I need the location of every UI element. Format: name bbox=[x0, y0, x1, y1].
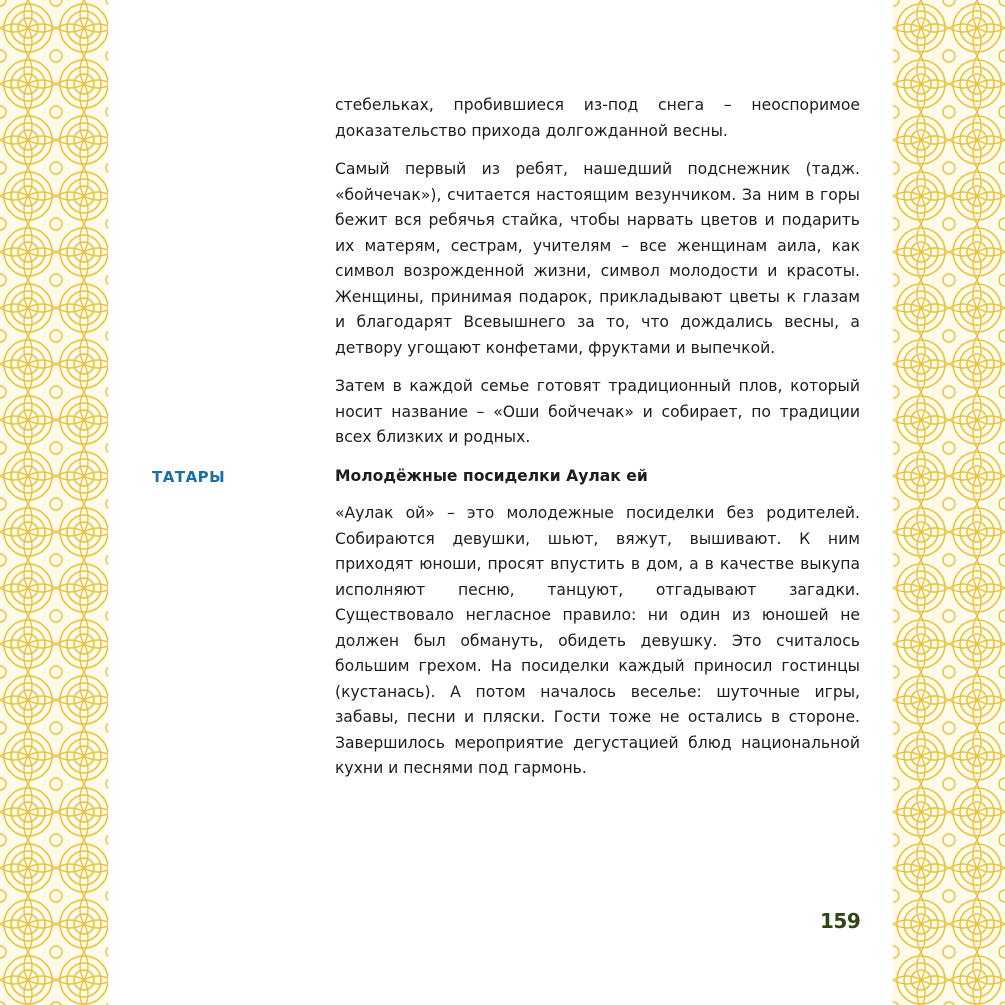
page-number: 159 bbox=[820, 909, 861, 933]
paragraph-plov: Затем в каждой семье готовят традиционный плов, который носит название – «Оши бойчечак» и собирает, по традиции всех близких и родных. bbox=[335, 377, 860, 446]
paragraph-continuation: стебельках, пробившиеся из-под снега – неоспоримое доказательство прихода долгожданной весны. bbox=[335, 96, 860, 140]
left-ornament-border bbox=[0, 0, 108, 1005]
section-heading: Молодёжные посиделки Аулак ей bbox=[335, 466, 648, 485]
paragraph-aulak-oy: «Аулак ой» – это молодежные посиделки без родителей. Собираются девушки, шьют, вяжут, вышивают. К ним приходят юноши, просят впустить в дом, а в качестве выкупа исполняют песню, танцуют, отгадывают загадки. Существовало негласное правило: ни один из юношей не должен был обмануть, обидеть девушку. Это считалось большим грехом. На посиделки каждый приносил гостинцы (кустанась). А потом началось веселье: шуточные игры, забавы, песни и пляски. Гости тоже не остались в стороне. Завершилось мероприятие дегустацией блюд национальной кухни и песнями под гармонь. bbox=[335, 504, 860, 777]
paragraph-snowdrop: Самый первый из ребят, нашедший подснежник (тадж. «бойчечак»), считается настоящим везунчиком. За ним в горы бежит вся ребячья стайка, чтобы нарвать цветов и подарить их матерям, сестрам, учителям – все женщинам аила, как символ возрожденной жизни, символ молодости и красоты. Женщины, принимая подарок, прикладывают цветы к глазам и благодарят Всевышнего за то, что дождались весны, а детвору угощают конфетами, фруктами и выпечкой. bbox=[335, 160, 860, 357]
ornament-pattern-right bbox=[893, 0, 1005, 1005]
ethnic-group-label: ТАТАРЫ bbox=[152, 468, 226, 486]
ornament-pattern-left bbox=[0, 0, 108, 1005]
main-text-column bbox=[335, 93, 860, 795]
right-ornament-border bbox=[893, 0, 1005, 1005]
